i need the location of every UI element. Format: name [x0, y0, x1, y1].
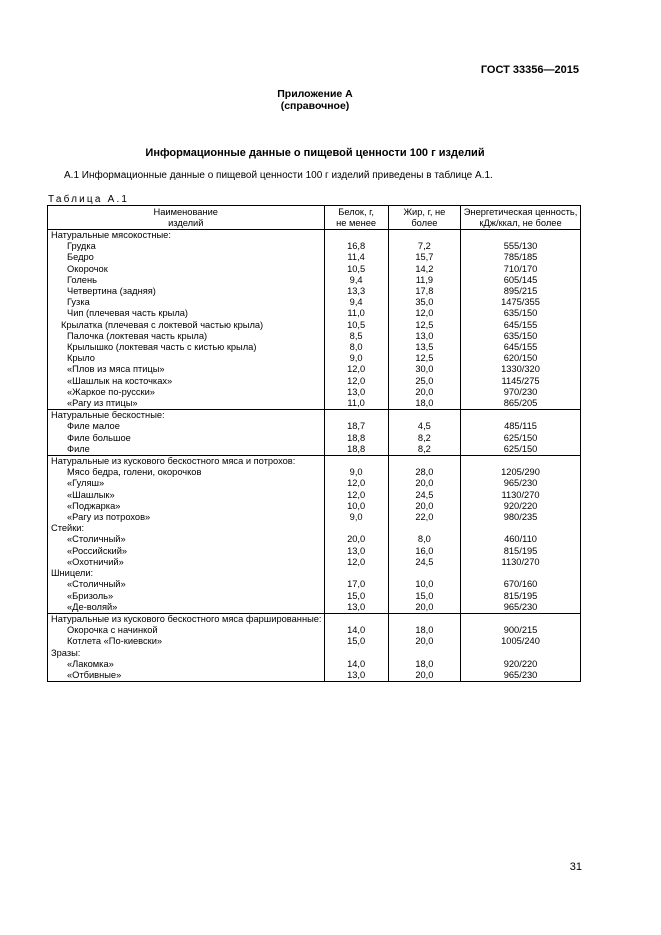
- nutrition-table: [47, 205, 581, 682]
- cell-name: «Рагу из птицы»: [48, 398, 325, 410]
- cell-energy: 1330/320: [461, 364, 581, 375]
- cell-protein: 15,0: [324, 636, 388, 647]
- column-header-protein-line2: не менее: [336, 217, 377, 228]
- cell-name: Филе большое: [48, 433, 325, 444]
- cell-protein: 20,0: [324, 534, 388, 545]
- cell-name: «Отбивные»: [48, 670, 325, 682]
- cell-protein: 13,0: [324, 670, 388, 682]
- table-row: [48, 659, 581, 670]
- cell-protein: 8,5: [324, 331, 388, 342]
- cell-fat: 12,0: [388, 308, 460, 319]
- cell-fat: 22,0: [388, 512, 460, 523]
- cell-protein: 11,0: [324, 398, 388, 410]
- table-group: [48, 613, 581, 681]
- cell-name: Окорочка с начинкой: [48, 625, 325, 636]
- cell-energy: 460/110: [461, 534, 581, 545]
- table-row: [48, 602, 581, 614]
- cell-name: Гузка: [48, 297, 325, 308]
- table-row: [48, 331, 581, 342]
- cell-energy: [461, 648, 581, 659]
- cell-protein: [324, 410, 388, 422]
- column-header-name-line2: изделий: [168, 217, 204, 228]
- cell-name: «Де-воляй»: [48, 602, 325, 614]
- cell-energy: 645/155: [461, 342, 581, 353]
- cell-fat: [388, 613, 460, 625]
- table-caption: Таблица А.1: [48, 194, 130, 205]
- table-row: [48, 320, 581, 331]
- cell-protein: [324, 456, 388, 468]
- table-row: [48, 557, 581, 568]
- cell-energy: 815/195: [461, 546, 581, 557]
- cell-fat: 8,2: [388, 444, 460, 456]
- cell-protein: 9,0: [324, 512, 388, 523]
- cell-fat: 10,0: [388, 579, 460, 590]
- cell-fat: [388, 523, 460, 534]
- cell-fat: [388, 230, 460, 242]
- cell-name: «Столичный»: [48, 534, 325, 545]
- cell-name: Четвертина (задняя): [48, 286, 325, 297]
- cell-name: «Плов из мяса птицы»: [48, 364, 325, 375]
- cell-fat: [388, 456, 460, 468]
- table-row: [48, 398, 581, 410]
- table-row: [48, 342, 581, 353]
- table-row: [48, 534, 581, 545]
- table-row: [48, 670, 581, 682]
- cell-energy: [461, 410, 581, 422]
- cell-fat: 13,0: [388, 331, 460, 342]
- column-header-name: [48, 206, 325, 230]
- cell-energy: 620/150: [461, 353, 581, 364]
- table-row: [48, 421, 581, 432]
- table-row: [48, 512, 581, 523]
- cell-energy: 1130/270: [461, 490, 581, 501]
- cell-fat: 8,2: [388, 433, 460, 444]
- cell-protein: [324, 568, 388, 579]
- table-row: [48, 478, 581, 489]
- table-row: [48, 501, 581, 512]
- table-row: [48, 230, 581, 242]
- cell-name: Крыло: [48, 353, 325, 364]
- cell-fat: 35,0: [388, 297, 460, 308]
- cell-protein: 12,0: [324, 376, 388, 387]
- cell-fat: [388, 410, 460, 422]
- cell-protein: 13,3: [324, 286, 388, 297]
- cell-fat: [388, 648, 460, 659]
- cell-energy: 815/195: [461, 591, 581, 602]
- cell-fat: 15,7: [388, 252, 460, 263]
- section-heading: Информационные данные о пищевой ценности 100 г изделий: [145, 147, 485, 159]
- cell-name: «Поджарка»: [48, 501, 325, 512]
- cell-fat: 18,0: [388, 659, 460, 670]
- cell-name: Шницели:: [48, 568, 325, 579]
- cell-fat: 24,5: [388, 490, 460, 501]
- page-number: 31: [569, 861, 582, 873]
- cell-fat: 30,0: [388, 364, 460, 375]
- cell-name: «Жаркое по-русски»: [48, 387, 325, 398]
- cell-energy: 1475/355: [461, 297, 581, 308]
- cell-energy: 965/230: [461, 478, 581, 489]
- cell-energy: 980/235: [461, 512, 581, 523]
- cell-name: Грудка: [48, 241, 325, 252]
- cell-fat: 14,2: [388, 264, 460, 275]
- table-row: [48, 613, 581, 625]
- table-row: [48, 444, 581, 456]
- cell-fat: 15,0: [388, 591, 460, 602]
- cell-energy: 625/150: [461, 433, 581, 444]
- cell-energy: 895/215: [461, 286, 581, 297]
- cell-protein: 10,5: [324, 320, 388, 331]
- cell-name: Натуральные из кускового бескостного мяса и потрохов:: [48, 456, 325, 468]
- intro-paragraph: А.1 Информационные данные о пищевой ценности 100 г изделий приведены в таблице А.1.: [64, 170, 493, 181]
- table-header-row: [48, 206, 581, 230]
- cell-name: Филе малое: [48, 421, 325, 432]
- cell-energy: 920/220: [461, 501, 581, 512]
- cell-energy: [461, 456, 581, 468]
- cell-protein: 13,0: [324, 602, 388, 614]
- cell-fat: 4,5: [388, 421, 460, 432]
- cell-protein: 12,0: [324, 490, 388, 501]
- cell-protein: 10,5: [324, 264, 388, 275]
- table-row: [48, 410, 581, 422]
- appendix-title: Приложение А: [277, 88, 353, 100]
- cell-fat: 25,0: [388, 376, 460, 387]
- cell-protein: [324, 613, 388, 625]
- cell-protein: 12,0: [324, 364, 388, 375]
- cell-fat: [388, 568, 460, 579]
- cell-fat: 11,9: [388, 275, 460, 286]
- cell-name: Мясо бедра, голени, окорочков: [48, 467, 325, 478]
- cell-energy: [461, 568, 581, 579]
- cell-name: «Лакомка»: [48, 659, 325, 670]
- cell-energy: [461, 230, 581, 242]
- cell-protein: 17,0: [324, 579, 388, 590]
- cell-energy: 970/230: [461, 387, 581, 398]
- cell-name: Натуральные из кускового бескостного мяса фаршированные:: [48, 613, 325, 625]
- column-header-energy-line1: Энергетическая ценность,: [463, 207, 578, 217]
- table-group: [48, 230, 581, 410]
- cell-fat: 28,0: [388, 467, 460, 478]
- table-row: [48, 625, 581, 636]
- cell-fat: 20,0: [388, 636, 460, 647]
- table-row: [48, 353, 581, 364]
- cell-name: «Российский»: [48, 546, 325, 557]
- cell-name: Филе: [48, 444, 325, 456]
- cell-name: Крылатка (плечевая с локтевой частью крыла): [48, 320, 325, 331]
- cell-fat: 20,0: [388, 478, 460, 489]
- cell-energy: 865/205: [461, 398, 581, 410]
- cell-protein: 11,0: [324, 308, 388, 319]
- cell-name: «Шашлык на косточках»: [48, 376, 325, 387]
- standard-number: ГОСТ 33356—2015: [480, 64, 579, 76]
- table-row: [48, 264, 581, 275]
- table-row: [48, 376, 581, 387]
- cell-protein: 15,0: [324, 591, 388, 602]
- cell-protein: 9,4: [324, 275, 388, 286]
- cell-fat: 17,8: [388, 286, 460, 297]
- cell-energy: 1145/275: [461, 376, 581, 387]
- cell-energy: 965/230: [461, 602, 581, 614]
- cell-fat: 8,0: [388, 534, 460, 545]
- table-row: [48, 252, 581, 263]
- cell-protein: 12,0: [324, 557, 388, 568]
- cell-name: Крылышко (локтевая часть с кистью крыла): [48, 342, 325, 353]
- column-header-energy-line2: кДж/ккал, не более: [479, 217, 562, 228]
- cell-name: Окорочок: [48, 264, 325, 275]
- cell-name: Стейки:: [48, 523, 325, 534]
- table-row: [48, 523, 581, 534]
- column-header-protein: [324, 206, 388, 230]
- cell-name: Голень: [48, 275, 325, 286]
- cell-energy: 635/150: [461, 308, 581, 319]
- cell-protein: 18,7: [324, 421, 388, 432]
- cell-protein: 10,0: [324, 501, 388, 512]
- cell-protein: 9,0: [324, 353, 388, 364]
- cell-protein: 13,0: [324, 546, 388, 557]
- table-row: [48, 387, 581, 398]
- column-header-fat: Жир, г, не более: [388, 206, 460, 230]
- cell-name: Палочка (локтевая часть крыла): [48, 331, 325, 342]
- cell-energy: 710/170: [461, 264, 581, 275]
- cell-protein: 9,0: [324, 467, 388, 478]
- table-row: [48, 364, 581, 375]
- table-row: [48, 648, 581, 659]
- cell-energy: 785/185: [461, 252, 581, 263]
- cell-name: «Бризоль»: [48, 591, 325, 602]
- cell-name: Зразы:: [48, 648, 325, 659]
- cell-protein: 14,0: [324, 625, 388, 636]
- cell-fat: 13,5: [388, 342, 460, 353]
- cell-name: «Охотничий»: [48, 557, 325, 568]
- cell-energy: 1205/290: [461, 467, 581, 478]
- cell-protein: 18,8: [324, 444, 388, 456]
- cell-energy: 645/155: [461, 320, 581, 331]
- cell-fat: 18,0: [388, 625, 460, 636]
- cell-name: «Гуляш»: [48, 478, 325, 489]
- table-row: [48, 297, 581, 308]
- cell-protein: 13,0: [324, 387, 388, 398]
- cell-energy: 555/130: [461, 241, 581, 252]
- table-row: [48, 568, 581, 579]
- cell-fat: 20,0: [388, 387, 460, 398]
- cell-fat: 16,0: [388, 546, 460, 557]
- table-row: [48, 636, 581, 647]
- cell-name: Натуральные мясокостные:: [48, 230, 325, 242]
- cell-fat: 20,0: [388, 670, 460, 682]
- table-row: [48, 308, 581, 319]
- cell-protein: 14,0: [324, 659, 388, 670]
- table-row: [48, 456, 581, 468]
- cell-energy: [461, 523, 581, 534]
- cell-energy: 635/150: [461, 331, 581, 342]
- cell-fat: 7,2: [388, 241, 460, 252]
- table-group: [48, 456, 581, 614]
- appendix-subtitle: (справочное): [280, 100, 350, 112]
- column-header-name-line1: Наименование: [153, 207, 218, 217]
- cell-energy: 920/220: [461, 659, 581, 670]
- table-row: [48, 241, 581, 252]
- cell-name: «Столичный»: [48, 579, 325, 590]
- cell-protein: 18,8: [324, 433, 388, 444]
- cell-fat: 20,0: [388, 602, 460, 614]
- table-row: [48, 467, 581, 478]
- column-header-energy: [461, 206, 581, 230]
- cell-fat: 18,0: [388, 398, 460, 410]
- cell-name: Чип (плечевая часть крыла): [48, 308, 325, 319]
- cell-fat: 12,5: [388, 353, 460, 364]
- cell-protein: [324, 523, 388, 534]
- cell-energy: 1005/240: [461, 636, 581, 647]
- cell-name: Натуральные бескостные:: [48, 410, 325, 422]
- cell-name: Бедро: [48, 252, 325, 263]
- table-row: [48, 275, 581, 286]
- cell-protein: 12,0: [324, 478, 388, 489]
- cell-energy: 1130/270: [461, 557, 581, 568]
- cell-energy: 965/230: [461, 670, 581, 682]
- table-row: [48, 546, 581, 557]
- cell-energy: 900/215: [461, 625, 581, 636]
- column-header-protein-line1: Белок, г,: [338, 207, 374, 217]
- table-row: [48, 286, 581, 297]
- table-row: [48, 433, 581, 444]
- cell-energy: 485/115: [461, 421, 581, 432]
- cell-name: «Рагу из потрохов»: [48, 512, 325, 523]
- table-row: [48, 490, 581, 501]
- table-group: [48, 410, 581, 456]
- cell-energy: 605/145: [461, 275, 581, 286]
- cell-protein: 16,8: [324, 241, 388, 252]
- cell-fat: 12,5: [388, 320, 460, 331]
- cell-protein: 11,4: [324, 252, 388, 263]
- table-row: [48, 579, 581, 590]
- cell-energy: 625/150: [461, 444, 581, 456]
- cell-name: «Шашлык»: [48, 490, 325, 501]
- cell-protein: 9,4: [324, 297, 388, 308]
- cell-protein: [324, 648, 388, 659]
- cell-energy: 670/160: [461, 579, 581, 590]
- cell-name: Котлета «По-киевски»: [48, 636, 325, 647]
- cell-fat: 24,5: [388, 557, 460, 568]
- cell-protein: 8,0: [324, 342, 388, 353]
- cell-fat: 20,0: [388, 501, 460, 512]
- table-row: [48, 591, 581, 602]
- cell-energy: [461, 613, 581, 625]
- cell-protein: [324, 230, 388, 242]
